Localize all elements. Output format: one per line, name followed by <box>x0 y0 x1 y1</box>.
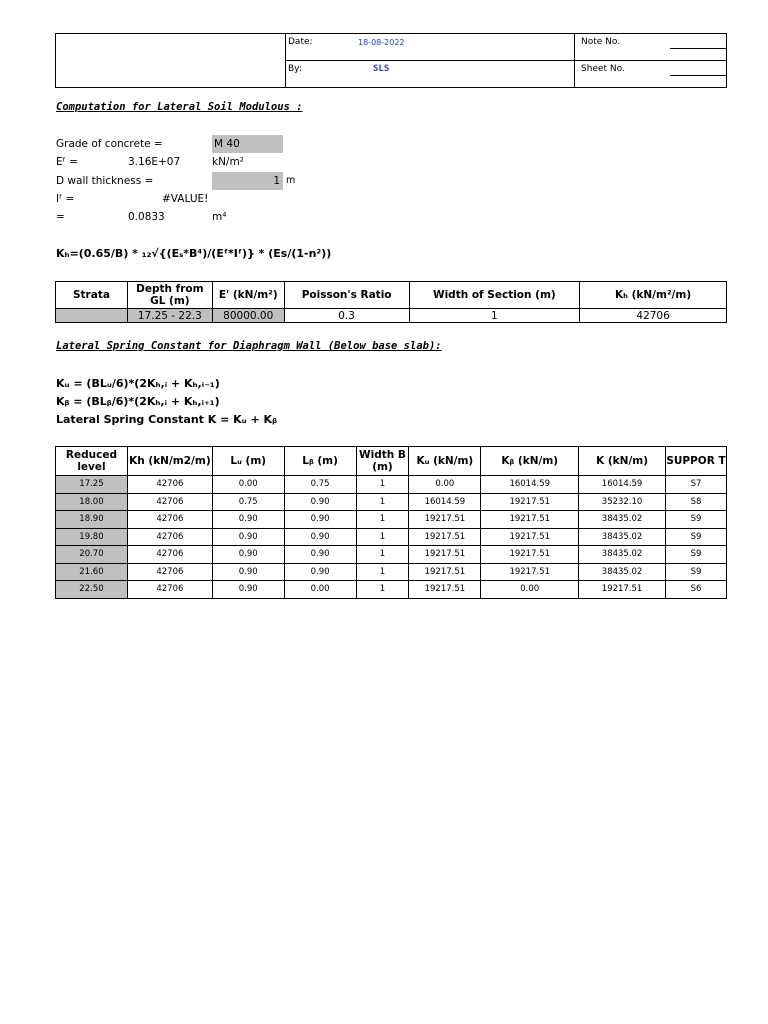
date-value: 18-08-2022 <box>358 38 405 47</box>
lb-cell: 0.90 <box>284 563 356 581</box>
lu-cell: 0.00 <box>212 476 284 494</box>
width-b-cell: 1 <box>356 581 409 599</box>
k-formula: Lateral Spring Constant K = Kᵤ + Kᵦ <box>56 413 278 426</box>
rl-cell: 18.00 <box>56 493 128 511</box>
width-header: Width of Section (m) <box>409 282 580 309</box>
ku-formula: Kᵤ = (BLᵤ/6)*(2Kₕ,ᵢ + Kₕ,ᵢ₋₁) <box>56 377 220 390</box>
header-row-divider <box>286 60 726 61</box>
if-value: #VALUE! <box>162 193 209 205</box>
strata-header: Strata <box>56 282 128 309</box>
lb-cell: 0.75 <box>284 476 356 494</box>
poisson-cell: 0.3 <box>284 309 409 323</box>
lb-cell: 0.00 <box>284 581 356 599</box>
kb-cell: 19217.51 <box>481 493 579 511</box>
spring-header-row <box>56 447 727 476</box>
rl-cell: 19.80 <box>56 528 128 546</box>
lb-cell: 0.90 <box>284 493 356 511</box>
width-b-header: Width B (m) <box>356 447 409 476</box>
kb-cell: 19217.51 <box>481 511 579 529</box>
kh-cell: 42706 <box>127 546 212 564</box>
support-cell: S8 <box>665 493 726 511</box>
spring-table-row <box>56 493 727 511</box>
header-box <box>55 33 727 88</box>
k-cell: 38435.02 <box>579 511 666 529</box>
ef-value: 3.16E+07 <box>128 156 181 168</box>
kh-cell: 42706 <box>127 563 212 581</box>
lb-cell: 0.90 <box>284 546 356 564</box>
width-b-cell: 1 <box>356 476 409 494</box>
support-header: SUPPOR T <box>665 447 726 476</box>
kb-cell: 16014.59 <box>481 476 579 494</box>
e-prime-header: E' (kN/m²) <box>212 282 284 309</box>
lu-cell: 0.75 <box>212 493 284 511</box>
kb-cell: 19217.51 <box>481 546 579 564</box>
lu-cell: 0.90 <box>212 528 284 546</box>
ku-cell: 16014.59 <box>409 493 481 511</box>
lu-cell: 0.90 <box>212 511 284 529</box>
dwall-label: D wall thickness = <box>56 175 154 187</box>
rl-cell: 18.90 <box>56 511 128 529</box>
rl-cell: 21.60 <box>56 563 128 581</box>
ku-header: Kᵤ (kN/m) <box>409 447 481 476</box>
kb-cell: 19217.51 <box>481 563 579 581</box>
lu-cell: 0.90 <box>212 546 284 564</box>
kh-cell: 42706 <box>580 309 727 323</box>
kh-header: Kₕ (kN/m²/m) <box>580 282 727 309</box>
kb-formula: Kᵦ = (BLᵦ/6)*(2Kₕ,ᵢ + Kₕ,ᵢ₊₁) <box>56 395 220 408</box>
k-cell: 16014.59 <box>579 476 666 494</box>
grade-value: M 40 <box>212 135 283 153</box>
width-b-cell: 1 <box>356 528 409 546</box>
k-cell: 38435.02 <box>579 563 666 581</box>
k-header: K (kN/m) <box>579 447 666 476</box>
sheet-no-field <box>670 75 727 76</box>
width-cell: 1 <box>409 309 580 323</box>
ef-label: Eᶠ = <box>56 156 78 168</box>
by-label: By: <box>288 64 302 74</box>
ku-cell: 19217.51 <box>409 528 481 546</box>
section-title-spring-constant: Lateral Spring Constant for Diaphragm Wall (Below base slab): <box>56 340 442 352</box>
poisson-header: Poisson's Ratio <box>284 282 409 309</box>
lb-cell: 0.90 <box>284 528 356 546</box>
kh-cell: 42706 <box>127 511 212 529</box>
kh-cell: 42706 <box>127 528 212 546</box>
eq-unit: m⁴ <box>212 211 227 223</box>
support-cell: S9 <box>665 528 726 546</box>
dwall-unit: m <box>286 175 296 186</box>
ku-cell: 19217.51 <box>409 511 481 529</box>
depth-header: Depth from GL (m) <box>127 282 212 309</box>
eq-value: 0.0833 <box>128 211 165 223</box>
e-prime-cell: 80000.00 <box>212 309 284 323</box>
kh-formula: Kₕ=(0.65/B) * ₁₂√{(Eₛ*B⁴)/(Eᶠ*Iᶠ)} * (Es/(1-n²)) <box>56 247 332 260</box>
spring-table-row <box>56 546 727 564</box>
lb-cell: 0.90 <box>284 511 356 529</box>
spring-table <box>55 446 727 599</box>
kh-cell: 42706 <box>127 581 212 599</box>
support-cell: S7 <box>665 476 726 494</box>
strata-header-row <box>56 282 727 309</box>
spring-table-row <box>56 476 727 494</box>
rl-cell: 22.50 <box>56 581 128 599</box>
strata-row <box>56 309 727 323</box>
k-cell: 38435.02 <box>579 546 666 564</box>
support-cell: S9 <box>665 546 726 564</box>
width-b-cell: 1 <box>356 511 409 529</box>
spring-table-row <box>56 563 727 581</box>
ef-unit: kN/m² <box>212 156 244 168</box>
support-cell: S6 <box>665 581 726 599</box>
ku-cell: 0.00 <box>409 476 481 494</box>
kh-cell: 42706 <box>127 493 212 511</box>
kh-header: Kh (kN/m2/m) <box>127 447 212 476</box>
strata-cell <box>56 309 128 323</box>
grade-label: Grade of concrete = <box>56 138 163 150</box>
eq-label: = <box>56 211 65 223</box>
kb-cell: 19217.51 <box>481 528 579 546</box>
k-cell: 35232.10 <box>579 493 666 511</box>
kb-header: Kᵦ (kN/m) <box>481 447 579 476</box>
rl-header: Reduced level <box>56 447 128 476</box>
lu-cell: 0.90 <box>212 563 284 581</box>
lu-cell: 0.90 <box>212 581 284 599</box>
support-cell: S9 <box>665 511 726 529</box>
rl-cell: 20.70 <box>56 546 128 564</box>
strata-table <box>55 281 727 323</box>
spring-table-row <box>56 511 727 529</box>
note-no-field <box>670 48 727 49</box>
ku-cell: 19217.51 <box>409 581 481 599</box>
by-value: SLS <box>373 64 390 74</box>
k-cell: 19217.51 <box>579 581 666 599</box>
depth-cell: 17.25 - 22.3 <box>127 309 212 323</box>
rl-cell: 17.25 <box>56 476 128 494</box>
if-label: Iᶠ = <box>56 193 75 205</box>
note-no-label: Note No. <box>581 37 621 47</box>
lu-header: Lᵤ (m) <box>212 447 284 476</box>
support-cell: S9 <box>665 563 726 581</box>
ku-cell: 19217.51 <box>409 546 481 564</box>
width-b-cell: 1 <box>356 493 409 511</box>
ku-cell: 19217.51 <box>409 563 481 581</box>
sheet-no-label: Sheet No. <box>581 64 625 74</box>
date-label: Date: <box>288 37 313 47</box>
k-cell: 38435.02 <box>579 528 666 546</box>
spring-table-row <box>56 528 727 546</box>
kb-cell: 0.00 <box>481 581 579 599</box>
section-title-lateral-soil: Computation for Lateral Soil Modulous : <box>56 101 303 113</box>
lb-header: Lᵦ (m) <box>284 447 356 476</box>
dwall-value: 1 <box>212 172 283 190</box>
spring-table-row <box>56 581 727 599</box>
width-b-cell: 1 <box>356 563 409 581</box>
width-b-cell: 1 <box>356 546 409 564</box>
kh-cell: 42706 <box>127 476 212 494</box>
